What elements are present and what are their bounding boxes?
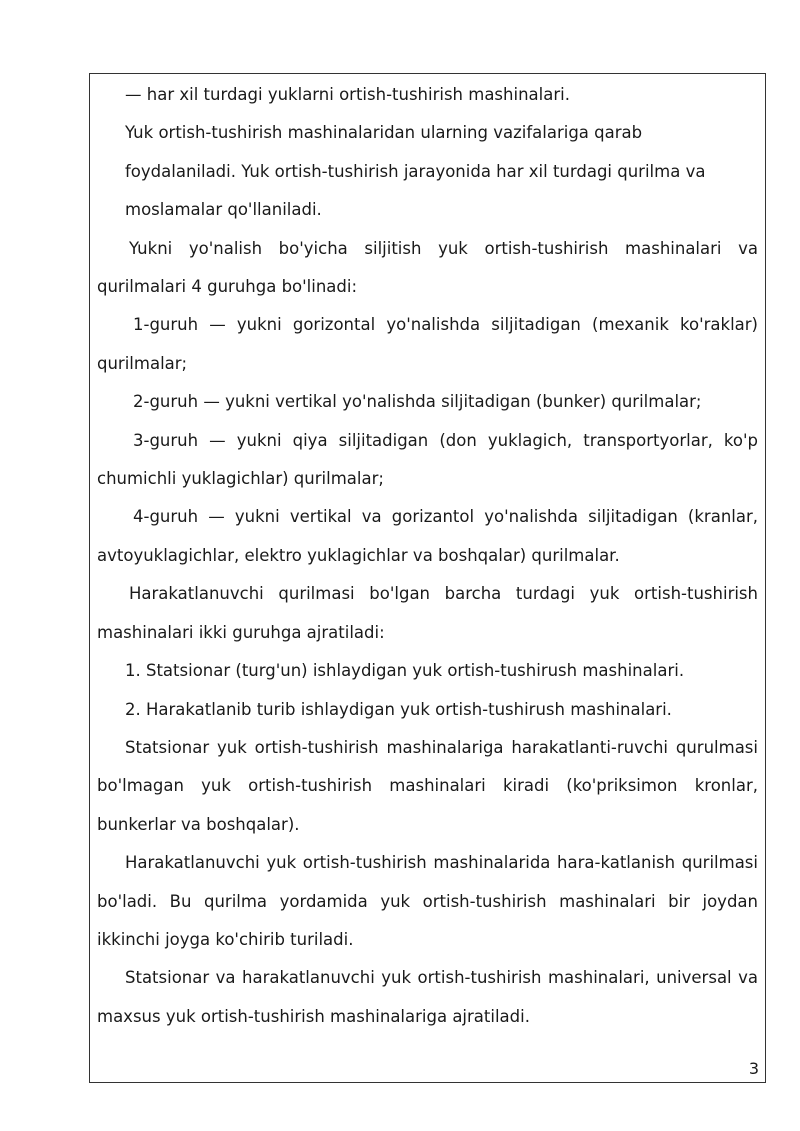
paragraph: foydalaniladi. Yuk ortish-tushirish jarayonida har xil turdagi qurilma va: [125, 161, 706, 181]
paragraph: Statsionar yuk ortish-tushirish mashinalariga harakatlanti-ruvchi qurulmasi bo'lmagan yuk ortish-tushirish mashinalari kiradi (ko'priksimon kronlar, bunkerlar va boshqalar).: [97, 737, 758, 834]
paragraph: 3-guruh — yukni qiya siljitadigan (don yuklagich, transportyorlar, ko'p chumichli yuklagichlar) qurilmalar;: [97, 430, 758, 489]
paragraph: — har xil turdagi yuklarni ortish-tushirish mashinalari.: [125, 85, 570, 104]
paragraph: Harakatlanuvchi qurilmasi bo'lgan barcha turdagi yuk ortish-tushirish mashinalari ikki guruhga ajratiladi:: [97, 584, 758, 642]
paragraph: Yukni yo'nalish bo'yicha siljitish yuk ortish-tushirish mashinalari va qurilmalari 4 guruhga bo'linadi:: [97, 238, 758, 297]
paragraph: Statsionar va harakatlanuvchi yuk ortish-tushirish mashinalari, universal va maxsus yuk ortish-tushirish mashinalariga ajratiladi.: [97, 968, 758, 1026]
paragraph: moslamalar qo'llaniladi.: [125, 200, 322, 220]
paragraph: 1-guruh — yukni gorizontal yo'nalishda siljitadigan (mexanik ko'raklar) qurilmalar;: [97, 315, 758, 373]
paragraph: Yuk ortish-tushirish mashinalaridan ularning vazifalariga qarab: [125, 123, 643, 143]
page-content: [97, 76, 758, 1036]
paragraph: Harakatlanuvchi yuk ortish-tushirish mashinalarida hara-katlanish qurilmasi bo'ladi. Bu qurilma yordamida yuk ortish-tushirish mashinalari bir joydan ikkinchi joyga ko'chirib turiladi.: [97, 853, 758, 949]
paragraph: 2-guruh — yukni vertikal yo'nalishda siljitadigan (bunker) qurilmalar;: [133, 392, 702, 412]
list-item: 2. Harakatlanib turib ishlaydigan yuk ortish-tushirush mashinalari.: [125, 699, 672, 719]
page-number: 3: [748, 1059, 759, 1078]
list-item: 1. Statsionar (turg'un) ishlaydigan yuk ortish-tushirush mashinalari.: [125, 661, 685, 681]
page-frame: [89, 73, 766, 1083]
paragraph: 4-guruh — yukni vertikal va gorizantol yo'nalishda siljitadigan (kranlar, avtoyuklagichlar, elektro yuklagichlar va boshqalar) qurilmalar.: [97, 507, 758, 565]
